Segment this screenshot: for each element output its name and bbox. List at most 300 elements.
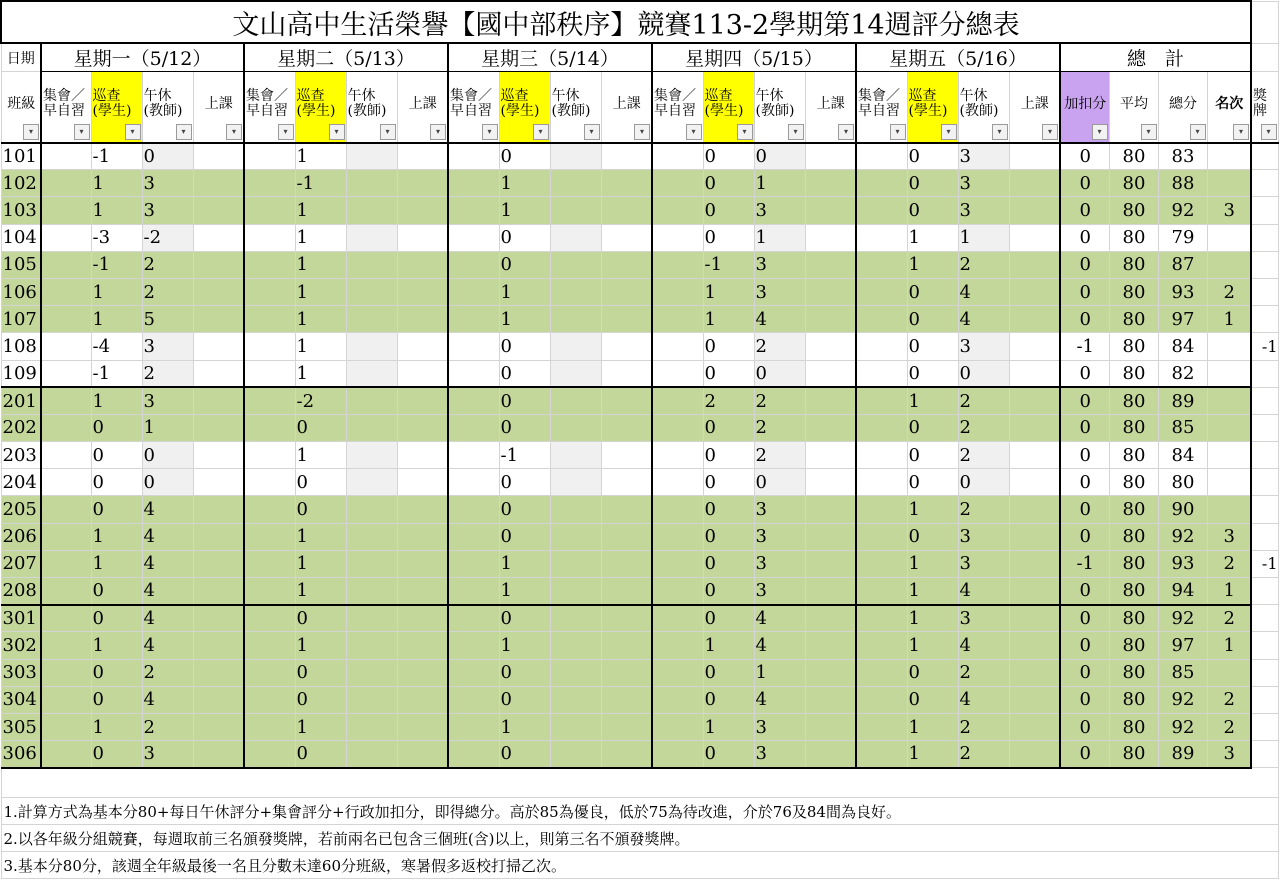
dropdown-arrow-icon[interactable]: ▾ <box>226 124 242 140</box>
table-row <box>1 224 1278 251</box>
total-cell: 82 <box>1158 360 1207 387</box>
table-row <box>1 686 1278 713</box>
dropdown-arrow-icon[interactable]: ▾ <box>278 124 294 140</box>
patrol-cell: 1 <box>295 143 346 170</box>
day-header: 星期三（5/14） <box>448 43 652 72</box>
class-session-cell <box>397 469 448 496</box>
assembly-cell <box>244 251 295 278</box>
patrol-cell: -4 <box>91 333 142 360</box>
dropdown-arrow-icon[interactable]: ▾ <box>1092 124 1108 140</box>
nap-cell <box>550 659 601 686</box>
assembly-cell <box>652 278 703 305</box>
assembly-cell <box>448 414 499 441</box>
dropdown-arrow-icon[interactable]: ▾ <box>634 124 650 140</box>
class-session-cell <box>1009 197 1060 224</box>
award-cell <box>1251 278 1278 305</box>
patrol-cell: 1 <box>91 523 142 550</box>
patrol-cell: 1 <box>91 278 142 305</box>
class-session-cell <box>193 278 244 305</box>
assembly-cell <box>448 170 499 197</box>
nap-cell: 0 <box>142 442 193 469</box>
award-cell <box>1251 251 1278 278</box>
nap-cell: 2 <box>142 278 193 305</box>
nap-cell: 4 <box>754 686 805 713</box>
patrol-cell: 1 <box>907 713 958 740</box>
assembly-cell <box>244 333 295 360</box>
assembly-cell <box>41 469 91 496</box>
assembly-cell <box>652 659 703 686</box>
bonus-cell: 0 <box>1060 197 1109 224</box>
patrol-cell: 1 <box>499 713 550 740</box>
total-cell: 92 <box>1158 686 1207 713</box>
patrol-cell: 0 <box>703 550 754 577</box>
class-cell: 306 <box>1 741 41 768</box>
nap-cell <box>550 414 601 441</box>
dropdown-arrow-icon[interactable]: ▾ <box>992 124 1008 140</box>
patrol-cell: 1 <box>295 523 346 550</box>
header-text: 平均 <box>1120 96 1148 112</box>
class-session-header <box>397 72 448 143</box>
assembly-cell <box>652 632 703 659</box>
assembly-cell <box>856 741 907 768</box>
class-session-cell <box>805 414 856 441</box>
class-session-cell <box>805 333 856 360</box>
assembly-cell <box>652 333 703 360</box>
patrol-cell: 0 <box>91 469 142 496</box>
empty-row <box>1 768 1278 798</box>
nap-cell: 3 <box>754 713 805 740</box>
footnote: 2.以各年級分組競賽，每週取前三名頒發獎牌，若前兩名已包含三個班(含)以上，則第三名不頒發獎牌。 <box>1 825 1278 852</box>
patrol-cell: 1 <box>703 278 754 305</box>
bonus-cell: 0 <box>1060 278 1109 305</box>
rank-cell <box>1207 469 1251 496</box>
assembly-cell <box>652 387 703 414</box>
patrol-cell: -1 <box>295 170 346 197</box>
patrol-cell: 1 <box>295 578 346 605</box>
dropdown-arrow-icon[interactable]: ▾ <box>1190 124 1206 140</box>
class-cell: 204 <box>1 469 41 496</box>
total-cell: 88 <box>1158 170 1207 197</box>
dropdown-arrow-icon[interactable]: ▾ <box>329 124 345 140</box>
header-text: 午休 <box>347 88 376 104</box>
table-row <box>1 333 1278 360</box>
header-text: 巡查 <box>296 88 325 104</box>
assembly-cell <box>652 143 703 170</box>
award-cell <box>1251 469 1278 496</box>
dropdown-arrow-icon[interactable]: ▾ <box>125 124 141 140</box>
class-cell: 101 <box>1 143 41 170</box>
assembly-cell <box>448 306 499 333</box>
patrol-cell: 0 <box>295 741 346 768</box>
award-cell <box>1251 414 1278 441</box>
class-session-cell <box>1009 659 1060 686</box>
class-cell: 207 <box>1 550 41 577</box>
empty-cell <box>1251 1 1278 43</box>
assembly-cell <box>41 550 91 577</box>
patrol-cell: 0 <box>703 578 754 605</box>
assembly-cell <box>244 360 295 387</box>
assembly-cell <box>856 170 907 197</box>
header-text: 班級 <box>7 96 36 112</box>
nap-cell: 4 <box>958 578 1009 605</box>
class-cell: 303 <box>1 659 41 686</box>
assembly-cell <box>41 578 91 605</box>
rank-cell <box>1207 333 1251 360</box>
patrol-cell: 0 <box>907 143 958 170</box>
class-cell: 108 <box>1 333 41 360</box>
assembly-cell <box>244 387 295 414</box>
dropdown-arrow-icon[interactable]: ▾ <box>1233 124 1249 140</box>
award-cell <box>1251 523 1278 550</box>
nap-cell <box>346 442 397 469</box>
patrol-cell: 0 <box>907 170 958 197</box>
assembly-cell <box>856 496 907 523</box>
assembly-cell <box>244 632 295 659</box>
dropdown-arrow-icon[interactable]: ▾ <box>890 124 906 140</box>
class-cell: 105 <box>1 251 41 278</box>
nap-cell <box>550 333 601 360</box>
rank-cell: 1 <box>1207 306 1251 333</box>
patrol-cell: 0 <box>91 659 142 686</box>
avg-header <box>1109 72 1158 143</box>
nap-cell <box>346 550 397 577</box>
header-text: 巡查 <box>92 88 121 104</box>
empty-cell <box>1251 43 1278 72</box>
class-session-cell <box>601 496 652 523</box>
table-row <box>1 659 1278 686</box>
award-cell <box>1251 387 1278 414</box>
class-session-cell <box>1009 251 1060 278</box>
class-session-cell <box>1009 469 1060 496</box>
patrol-cell: 0 <box>295 469 346 496</box>
avg-cell: 80 <box>1109 251 1158 278</box>
patrol-cell: -1 <box>91 360 142 387</box>
nap-cell <box>346 143 397 170</box>
assembly-cell <box>244 414 295 441</box>
table-row <box>1 387 1278 414</box>
class-session-cell <box>397 523 448 550</box>
class-session-cell <box>601 278 652 305</box>
patrol-cell: 0 <box>499 360 550 387</box>
dropdown-arrow-icon[interactable]: ▾ <box>176 124 192 140</box>
patrol-cell: 1 <box>703 632 754 659</box>
dropdown-arrow-icon[interactable]: ▾ <box>788 124 804 140</box>
patrol-cell: 1 <box>91 306 142 333</box>
header-text: 牌 <box>1253 103 1267 119</box>
rank-cell <box>1207 442 1251 469</box>
nap-cell: 3 <box>958 605 1009 632</box>
patrol-cell: 0 <box>907 414 958 441</box>
patrol-cell: 1 <box>91 632 142 659</box>
nap-cell: 2 <box>958 713 1009 740</box>
total-cell: 89 <box>1158 741 1207 768</box>
patrol-cell: 0 <box>91 578 142 605</box>
patrol-cell: 1 <box>91 170 142 197</box>
rank-cell: 3 <box>1207 741 1251 768</box>
class-session-cell <box>805 143 856 170</box>
nap-cell: 3 <box>754 550 805 577</box>
nap-cell: 4 <box>958 306 1009 333</box>
nap-cell <box>346 278 397 305</box>
header-text: 上課 <box>612 96 641 112</box>
nap-cell: 2 <box>142 713 193 740</box>
dropdown-arrow-icon[interactable]: ▾ <box>838 124 854 140</box>
rank-cell: 2 <box>1207 686 1251 713</box>
class-session-cell <box>1009 360 1060 387</box>
class-cell: 206 <box>1 523 41 550</box>
table-row <box>1 197 1278 224</box>
class-session-cell <box>1009 306 1060 333</box>
patrol-cell: 1 <box>907 741 958 768</box>
rank-cell: 2 <box>1207 713 1251 740</box>
dropdown-arrow-icon[interactable]: ▾ <box>482 124 498 140</box>
assembly-cell <box>41 496 91 523</box>
patrol-cell: 1 <box>907 496 958 523</box>
header-text: 集會／ <box>654 88 696 104</box>
nap-cell: 3 <box>958 143 1009 170</box>
patrol-cell: 0 <box>703 170 754 197</box>
header-text: 早自習 <box>43 103 85 119</box>
header-text: 名次 <box>1215 96 1244 112</box>
class-session-cell <box>397 224 448 251</box>
nap-cell: 2 <box>958 442 1009 469</box>
class-cell: 107 <box>1 306 41 333</box>
header-text: 上課 <box>816 96 845 112</box>
class-session-cell <box>601 224 652 251</box>
dropdown-arrow-icon[interactable]: ▾ <box>1042 124 1058 140</box>
dropdown-arrow-icon[interactable]: ▾ <box>737 124 753 140</box>
assembly-cell <box>41 306 91 333</box>
assembly-cell <box>41 360 91 387</box>
assembly-cell <box>856 632 907 659</box>
nap-cell: 4 <box>754 605 805 632</box>
award-cell <box>1251 632 1278 659</box>
bonus-cell: 0 <box>1060 251 1109 278</box>
nap-cell: 2 <box>958 387 1009 414</box>
bonus-cell: 0 <box>1060 387 1109 414</box>
rank-cell <box>1207 659 1251 686</box>
class-session-cell <box>601 550 652 577</box>
nap-cell <box>550 578 601 605</box>
patrol-cell: 0 <box>295 496 346 523</box>
nap-cell: 2 <box>958 251 1009 278</box>
assembly-cell <box>856 578 907 605</box>
class-session-cell <box>397 496 448 523</box>
class-session-cell <box>805 605 856 632</box>
assembly-cell <box>652 306 703 333</box>
avg-cell: 80 <box>1109 605 1158 632</box>
nap-cell <box>346 306 397 333</box>
nap-cell: 1 <box>754 170 805 197</box>
class-session-cell <box>193 387 244 414</box>
dropdown-arrow-icon[interactable]: ▾ <box>584 124 600 140</box>
nap-cell <box>346 713 397 740</box>
assembly-cell <box>41 713 91 740</box>
header-text: (學生) <box>908 103 948 119</box>
patrol-cell: 1 <box>499 170 550 197</box>
class-session-cell <box>1009 686 1060 713</box>
dropdown-arrow-icon[interactable]: ▾ <box>533 124 549 140</box>
total-cell: 90 <box>1158 496 1207 523</box>
patrol-cell: 1 <box>295 278 346 305</box>
patrol-cell: 0 <box>703 523 754 550</box>
assembly-cell <box>856 686 907 713</box>
header-text: 午休 <box>551 88 580 104</box>
assembly-cell <box>244 442 295 469</box>
patrol-cell: 0 <box>499 469 550 496</box>
header-text: 集會／ <box>450 88 492 104</box>
dropdown-arrow-icon[interactable]: ▾ <box>430 124 446 140</box>
patrol-cell: 1 <box>907 632 958 659</box>
nap-cell: 2 <box>142 659 193 686</box>
patrol-cell: 0 <box>703 143 754 170</box>
nap-cell: 2 <box>142 251 193 278</box>
nap-cell: 0 <box>754 360 805 387</box>
rank-cell: 2 <box>1207 605 1251 632</box>
table-row <box>1 278 1278 305</box>
dropdown-arrow-icon[interactable]: ▾ <box>686 124 702 140</box>
award-cell <box>1251 659 1278 686</box>
assembly-cell <box>448 496 499 523</box>
class-cell: 201 <box>1 387 41 414</box>
patrol-cell: 0 <box>703 414 754 441</box>
class-session-cell <box>805 197 856 224</box>
class-session-cell <box>193 605 244 632</box>
assembly-cell <box>244 578 295 605</box>
nap-header <box>550 72 601 143</box>
footnote: 3.基本分80分，該週全年級最後一名且分數未達60分班級，寒暑假多返校打掃乙次。 <box>1 852 1278 879</box>
total-cell: 79 <box>1158 224 1207 251</box>
avg-cell: 80 <box>1109 224 1158 251</box>
dropdown-arrow-icon[interactable]: ▾ <box>23 124 39 140</box>
assembly-cell <box>652 578 703 605</box>
total-cell: 89 <box>1158 387 1207 414</box>
class-session-cell <box>397 143 448 170</box>
avg-cell: 80 <box>1109 333 1158 360</box>
class-cell: 208 <box>1 578 41 605</box>
class-session-cell <box>1009 414 1060 441</box>
bonus-cell: 0 <box>1060 496 1109 523</box>
total-cell: 97 <box>1158 632 1207 659</box>
class-session-cell <box>397 387 448 414</box>
class-session-cell <box>397 414 448 441</box>
nap-cell: 2 <box>754 414 805 441</box>
assembly-cell <box>652 741 703 768</box>
avg-cell: 80 <box>1109 143 1158 170</box>
class-session-cell <box>193 686 244 713</box>
nap-cell: 4 <box>958 686 1009 713</box>
table-row <box>1 632 1278 659</box>
table-row <box>1 414 1278 441</box>
patrol-cell: 0 <box>703 686 754 713</box>
total-cell: 93 <box>1158 278 1207 305</box>
dropdown-arrow-icon[interactable]: ▾ <box>1261 124 1277 140</box>
dropdown-arrow-icon[interactable]: ▾ <box>74 124 90 140</box>
dropdown-arrow-icon[interactable]: ▾ <box>941 124 957 140</box>
patrol-cell: 1 <box>91 197 142 224</box>
nap-cell: 4 <box>142 496 193 523</box>
dropdown-arrow-icon[interactable]: ▾ <box>1141 124 1157 140</box>
patrol-cell: 0 <box>703 659 754 686</box>
patrol-cell: 0 <box>703 360 754 387</box>
assembly-cell <box>652 550 703 577</box>
avg-cell: 80 <box>1109 442 1158 469</box>
nap-header <box>142 72 193 143</box>
nap-cell: 3 <box>958 523 1009 550</box>
avg-cell: 80 <box>1109 632 1158 659</box>
class-cell: 103 <box>1 197 41 224</box>
award-header <box>1251 72 1278 143</box>
award-cell: -1 <box>1251 550 1278 577</box>
assembly-cell <box>652 414 703 441</box>
patrol-cell: -2 <box>295 387 346 414</box>
rank-cell <box>1207 387 1251 414</box>
header-text: (教師) <box>347 103 387 119</box>
patrol-cell: 1 <box>295 550 346 577</box>
class-session-header <box>601 72 652 143</box>
assembly-cell <box>448 578 499 605</box>
header-text: 集會／ <box>246 88 288 104</box>
class-session-cell <box>805 713 856 740</box>
total-cell: 92 <box>1158 197 1207 224</box>
nap-cell <box>550 360 601 387</box>
avg-cell: 80 <box>1109 387 1158 414</box>
patrol-cell: 1 <box>295 632 346 659</box>
nap-cell: 3 <box>754 578 805 605</box>
nap-cell <box>550 251 601 278</box>
patrol-cell: 0 <box>907 659 958 686</box>
class-session-cell <box>193 360 244 387</box>
assembly-cell <box>41 170 91 197</box>
class-session-cell <box>193 251 244 278</box>
header-text: 巡查 <box>908 88 937 104</box>
patrol-cell: 0 <box>907 306 958 333</box>
bonus-header <box>1060 72 1109 143</box>
nap-cell <box>346 414 397 441</box>
total-cell: 84 <box>1158 442 1207 469</box>
table-row <box>1 360 1278 387</box>
assembly-cell <box>244 197 295 224</box>
header-text: (學生) <box>704 103 744 119</box>
patrol-cell: 0 <box>703 469 754 496</box>
patrol-cell: 1 <box>907 578 958 605</box>
class-session-cell <box>805 306 856 333</box>
patrol-cell: 0 <box>499 523 550 550</box>
day-header: 星期二（5/13） <box>244 43 448 72</box>
avg-cell: 80 <box>1109 469 1158 496</box>
patrol-cell: 0 <box>907 686 958 713</box>
assembly-cell <box>41 143 91 170</box>
patrol-cell: 1 <box>295 360 346 387</box>
assembly-cell <box>41 632 91 659</box>
patrol-cell: 0 <box>907 333 958 360</box>
assembly-cell <box>856 659 907 686</box>
class-cell: 304 <box>1 686 41 713</box>
dropdown-arrow-icon[interactable]: ▾ <box>380 124 396 140</box>
nap-cell: 0 <box>754 469 805 496</box>
assembly-cell <box>448 659 499 686</box>
patrol-cell: 0 <box>907 197 958 224</box>
award-cell <box>1251 496 1278 523</box>
class-session-cell <box>601 469 652 496</box>
bonus-cell: 0 <box>1060 605 1109 632</box>
nap-cell: 1 <box>142 414 193 441</box>
assembly-cell <box>41 251 91 278</box>
class-session-cell <box>601 523 652 550</box>
assembly-cell <box>244 496 295 523</box>
nap-cell: 4 <box>142 686 193 713</box>
class-session-cell <box>601 605 652 632</box>
